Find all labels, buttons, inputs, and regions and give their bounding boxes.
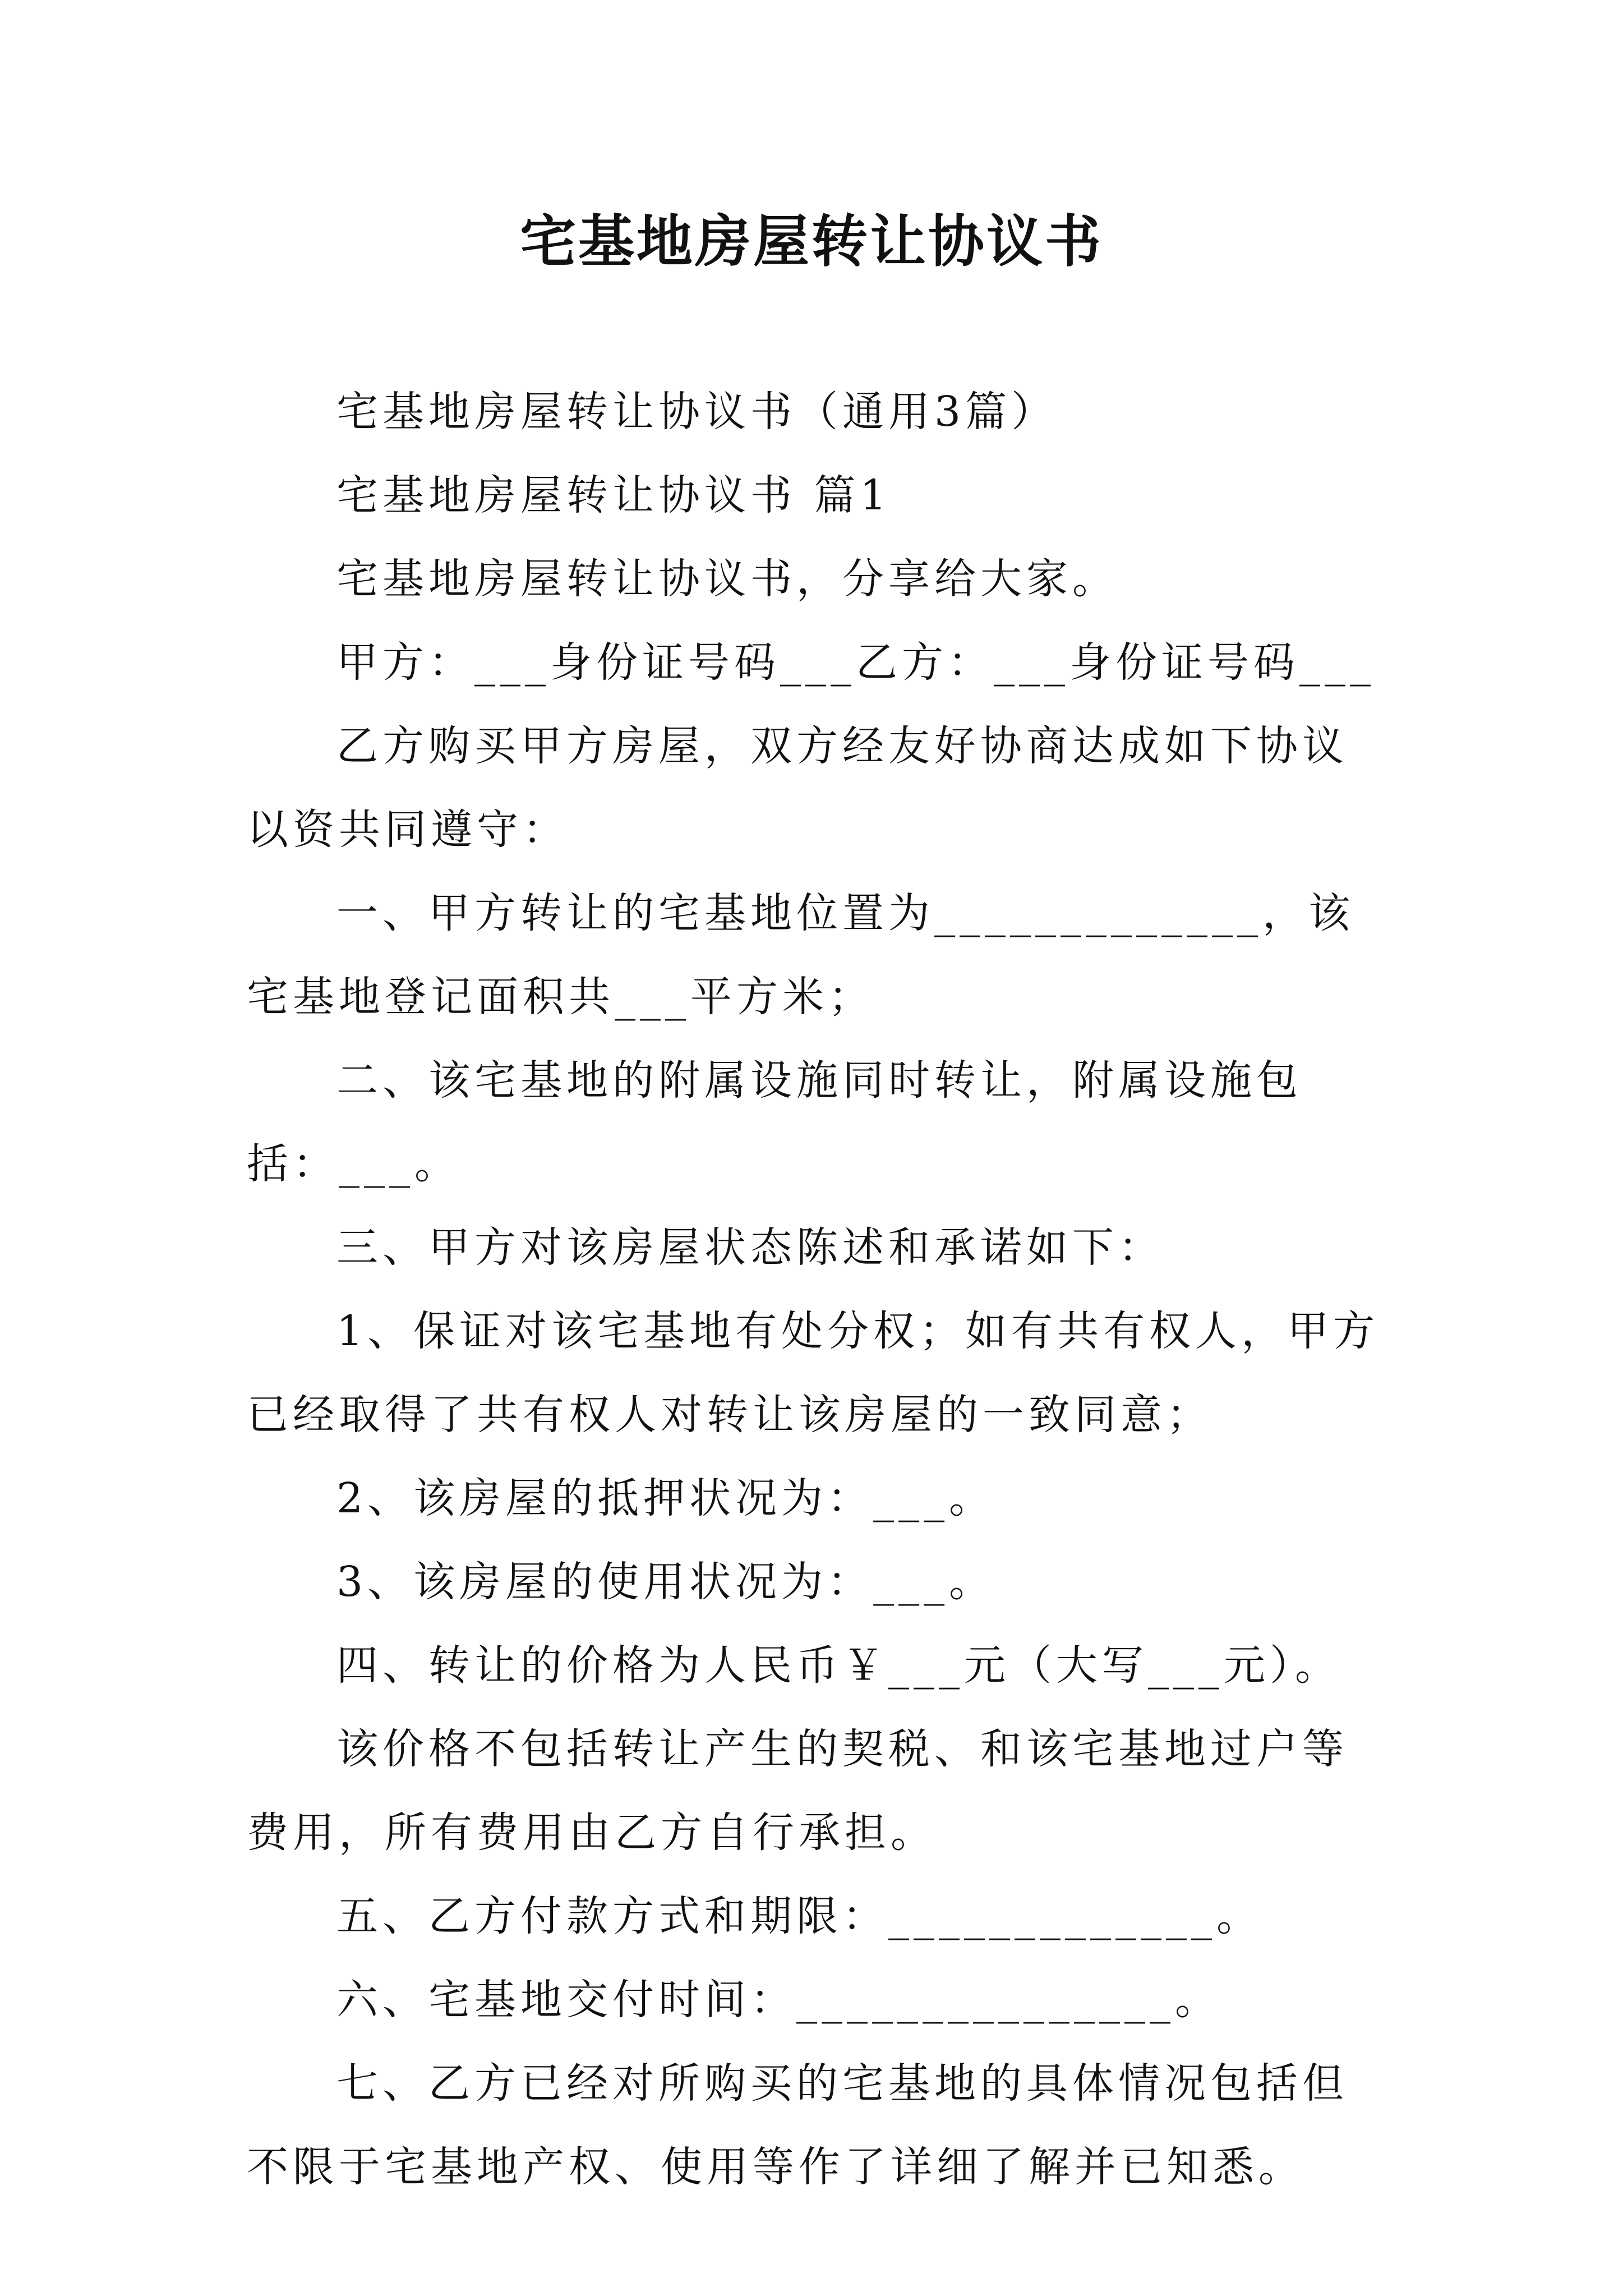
paragraph-clause-3-item-2: 2、该房屋的抵押状况为：___。 [336, 1474, 995, 1522]
paragraph-clause-6: 六、宅基地交付时间：_______________。 [336, 1976, 1221, 2024]
document-title: 宅基地房屋转让协议书 [520, 208, 1103, 274]
paragraph-clause-4-note: 该价格不包括转让产生的契税、和该宅基地过户等费用，所有费用由乙方自行承担。 [247, 1725, 1348, 1857]
paragraph-clause-5: 五、乙方付款方式和期限：_____________。 [336, 1892, 1262, 1940]
paragraph-intro: 宅基地房屋转让协议书，分享给大家。 [336, 555, 1118, 603]
paragraph-clause-1: 一、甲方转让的宅基地位置为_____________，该宅基地登记面积共___平方米； [247, 889, 1354, 1021]
paragraph-clause-2: 二、该宅基地的附属设施同时转让，附属设施包括：___。 [247, 1056, 1302, 1188]
paragraph-clause-3: 三、甲方对该房屋状态陈述和承诺如下： [336, 1223, 1164, 1272]
paragraph-clause-4: 四、转让的价格为人民币￥___元（大写___元）。 [336, 1641, 1341, 1690]
paragraph-parties: 甲方：___身份证号码___乙方：___身份证号码___ [336, 638, 1375, 687]
paragraph-clause-3-item-3: 3、该房屋的使用状况为：___。 [336, 1558, 995, 1606]
paragraph-subtitle: 宅基地房屋转让协议书（通用3篇） [336, 388, 1058, 436]
paragraph-clause-7: 七、乙方已经对所购买的宅基地的具体情况包括但不限于宅基地产权、使用等作了详细了解并已知悉。 [247, 2059, 1348, 2191]
paragraph-agreement-basis: 乙方购买甲方房屋，双方经友好协商达成如下协议以资共同遵守： [247, 722, 1348, 854]
paragraph-clause-3-item-1: 1、保证对该宅基地有处分权；如有共有权人，甲方已经取得了共有权人对转让该房屋的一致同意； [247, 1307, 1380, 1439]
document-body [247, 370, 1385, 2209]
paragraph-section-heading: 宅基地房屋转让协议书 篇1 [336, 471, 891, 519]
